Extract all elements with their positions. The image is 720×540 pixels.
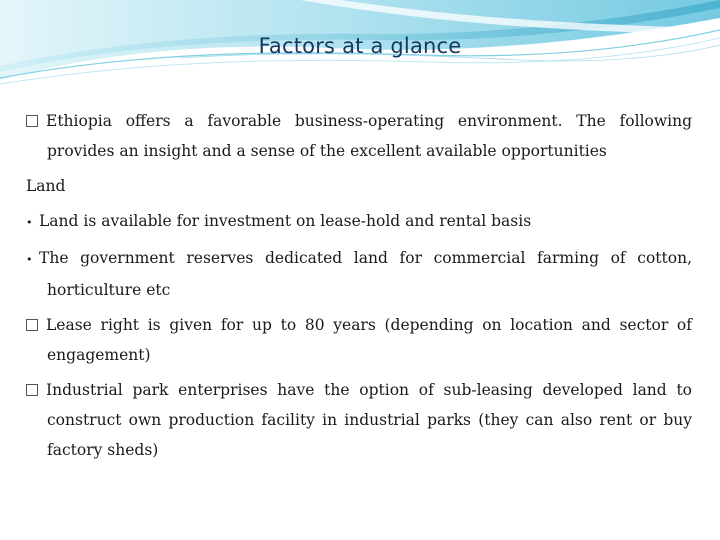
box-point-text: Industrial park enterprises have the option of sub-leasing developed land to construct own production facility in industrial parks (they can also rent or buy factory sheds) bbox=[46, 381, 692, 459]
box-point-text: Lease right is given for up to 80 years (depending on location and sector of engagement) bbox=[46, 316, 692, 364]
box-point-1 bbox=[26, 310, 692, 370]
slide-title: Factors at a glance bbox=[258, 34, 462, 58]
checkbox-bullet-icon bbox=[26, 115, 38, 127]
dot-bullet-icon: • bbox=[26, 216, 33, 229]
dot-point-2 bbox=[26, 243, 692, 305]
dot-point-1 bbox=[26, 206, 692, 238]
checkbox-bullet-icon bbox=[26, 319, 38, 331]
checkbox-bullet-icon bbox=[26, 384, 38, 396]
dot-point-text: The government reserves dedicated land for commercial farming of cotton, horticulture etc bbox=[39, 249, 692, 299]
intro-paragraph bbox=[26, 106, 692, 166]
dot-bullet-icon: • bbox=[26, 253, 33, 266]
dot-point-text: Land is available for investment on lease-hold and rental basis bbox=[39, 212, 532, 230]
intro-text: Ethiopia offers a favorable business-operating environment. The following provides an insight and a sense of the excellent available opportunities bbox=[46, 112, 692, 160]
box-point-2 bbox=[26, 375, 692, 465]
slide-body bbox=[26, 106, 692, 470]
section-heading: Land bbox=[26, 177, 66, 195]
